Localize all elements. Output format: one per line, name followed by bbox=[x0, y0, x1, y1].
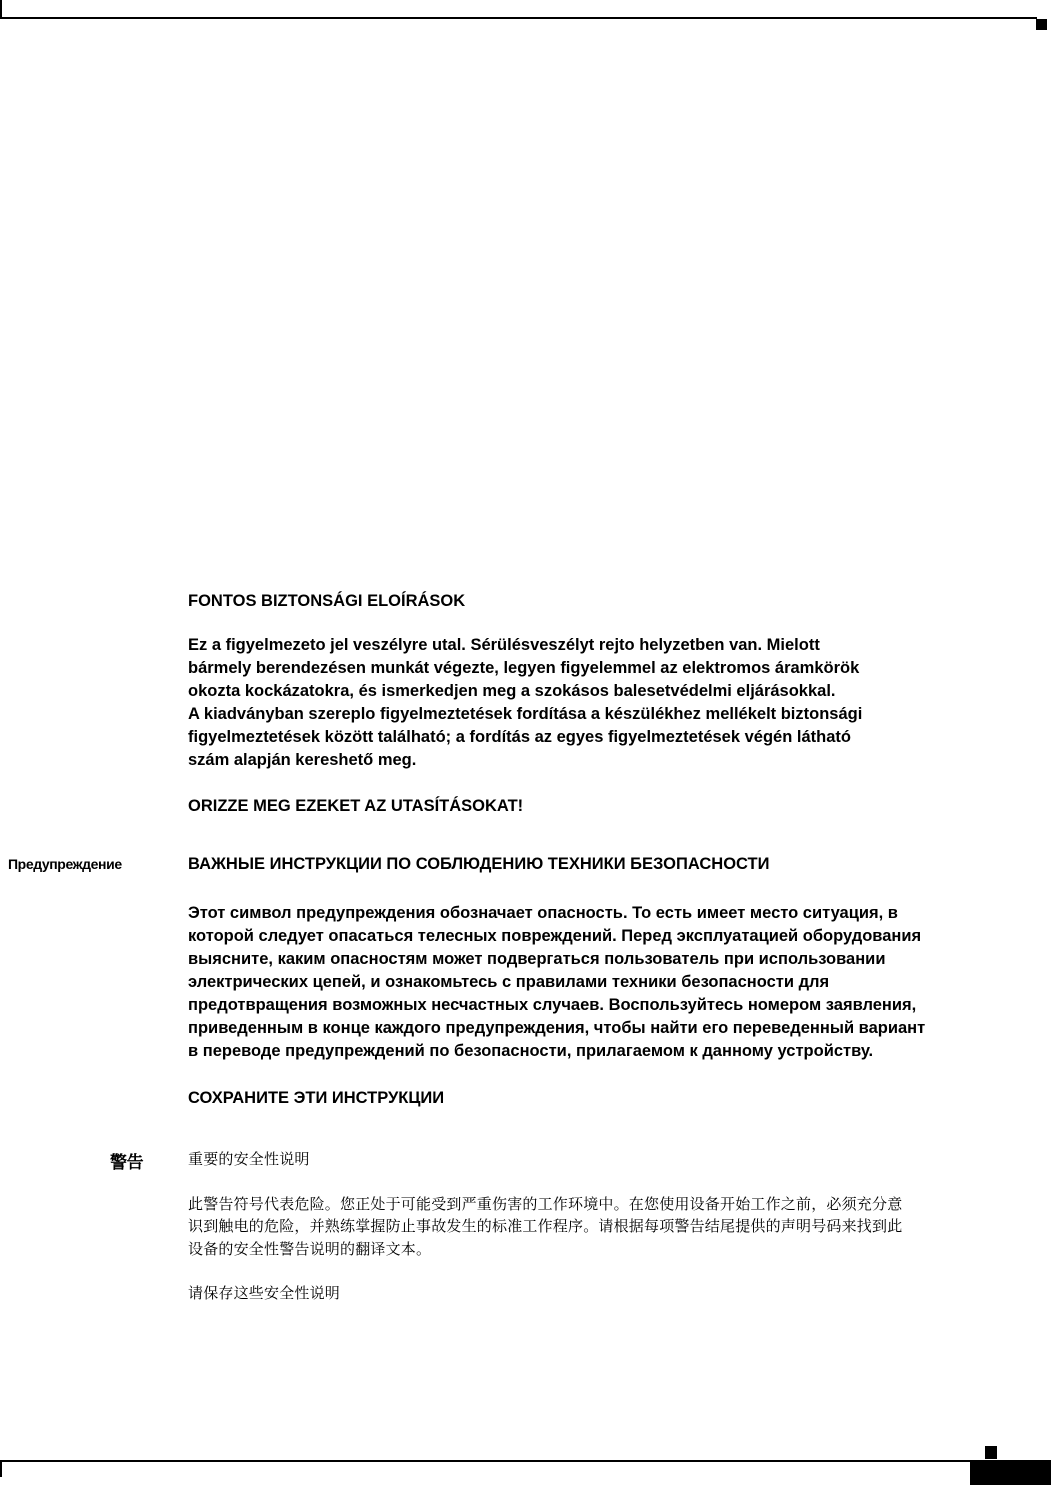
russian-section bbox=[188, 853, 1038, 1110]
hungarian-body-line: Ez a figyelmezeto jel veszélyre utal. Sérülésveszélyt rejto helyzetben van. Mielott bbox=[188, 636, 820, 654]
russian-body-line: которой следует опасаться телесных повреждений. Перед эксплуатацией оборудования bbox=[188, 927, 922, 945]
russian-title: ВАЖНЫЕ ИНСТРУКЦИИ ПО СОБЛЮДЕНИЮ ТЕХНИКИ БЕЗОПАСНОСТИ bbox=[188, 855, 770, 873]
header-rule bbox=[0, 17, 1037, 19]
chinese-body-line: 此警告符号代表危险。您正处于可能受到严重伤害的工作环境中。在您使用设备开始工作之前，必须充分意 bbox=[188, 1194, 903, 1213]
chinese-section bbox=[188, 1148, 1038, 1305]
hungarian-body-line: okozta kockázatokra, és ismerkedjen meg a szokásos balesetvédelmi eljárásokkal. bbox=[188, 682, 836, 700]
header-left-tick bbox=[0, 0, 2, 19]
hungarian-body-line: szám alapján kereshető meg. bbox=[188, 751, 417, 769]
footer-page-tab bbox=[970, 1462, 1051, 1485]
hungarian-section bbox=[188, 590, 1038, 818]
hungarian-body bbox=[188, 634, 1038, 772]
chinese-body bbox=[188, 1193, 1038, 1261]
chinese-body-line: 识到触电的危险，并熟练掌握防止事故发生的标准工作程序。请根据每项警告结尾提供的声明号码来找到此 bbox=[188, 1217, 903, 1235]
russian-body-line: выясните, каким опасностям может подвергаться пользователь при использовании bbox=[188, 950, 886, 968]
footer-rule bbox=[0, 1460, 1051, 1462]
russian-body-line: Этот символ предупреждения обозначает опасность. То есть имеет место ситуация, в bbox=[188, 904, 898, 922]
chinese-warning-label: 警告 bbox=[110, 1153, 144, 1173]
footer-corner-mark bbox=[985, 1446, 997, 1459]
hungarian-closing: ORIZZE MEG EZEKET AZ UTASÍTÁSOKAT! bbox=[188, 797, 524, 815]
chinese-title: 重要的安全性说明 bbox=[188, 1150, 310, 1168]
russian-body-line: в переводе предупреждений по безопасности, прилагаемом к данному устройству. bbox=[188, 1042, 874, 1060]
hungarian-body-line: figyelmeztetések között található; a fordítás az egyes figyelmeztetések végén látható bbox=[188, 728, 851, 746]
hungarian-body-line: bármely berendezésen munkát végezte, legyen figyelemmel az elektromos áramkörök bbox=[188, 659, 860, 677]
chinese-closing: 请保存这些安全性说明 bbox=[188, 1284, 341, 1302]
russian-body-line: электрических цепей, и ознакомьтесь с правилами техники безопасности для bbox=[188, 973, 830, 991]
russian-closing: СОХРАНИТЕ ЭТИ ИНСТРУКЦИИ bbox=[188, 1089, 445, 1107]
russian-body-line: приведенным в конце каждого предупреждения, чтобы найти его переведенный вариант bbox=[188, 1019, 926, 1037]
russian-body-line: предотвращения возможных несчастных случаев. Воспользуйтесь номером заявления, bbox=[188, 996, 917, 1014]
hungarian-body-line: A kiadványban szereplo figyelmeztetések fordítása a készülékhez mellékelt biztonsági bbox=[188, 705, 863, 723]
russian-body bbox=[188, 902, 1038, 1063]
chinese-body-line: 设备的安全性警告说明的翻译文本。 bbox=[188, 1239, 432, 1258]
footer-left-tick bbox=[0, 1460, 2, 1477]
header-corner-mark bbox=[1036, 19, 1047, 30]
hungarian-title: FONTOS BIZTONSÁGI ELOÍRÁSOK bbox=[188, 592, 466, 610]
russian-warning-label: Предупреждение bbox=[8, 856, 122, 872]
